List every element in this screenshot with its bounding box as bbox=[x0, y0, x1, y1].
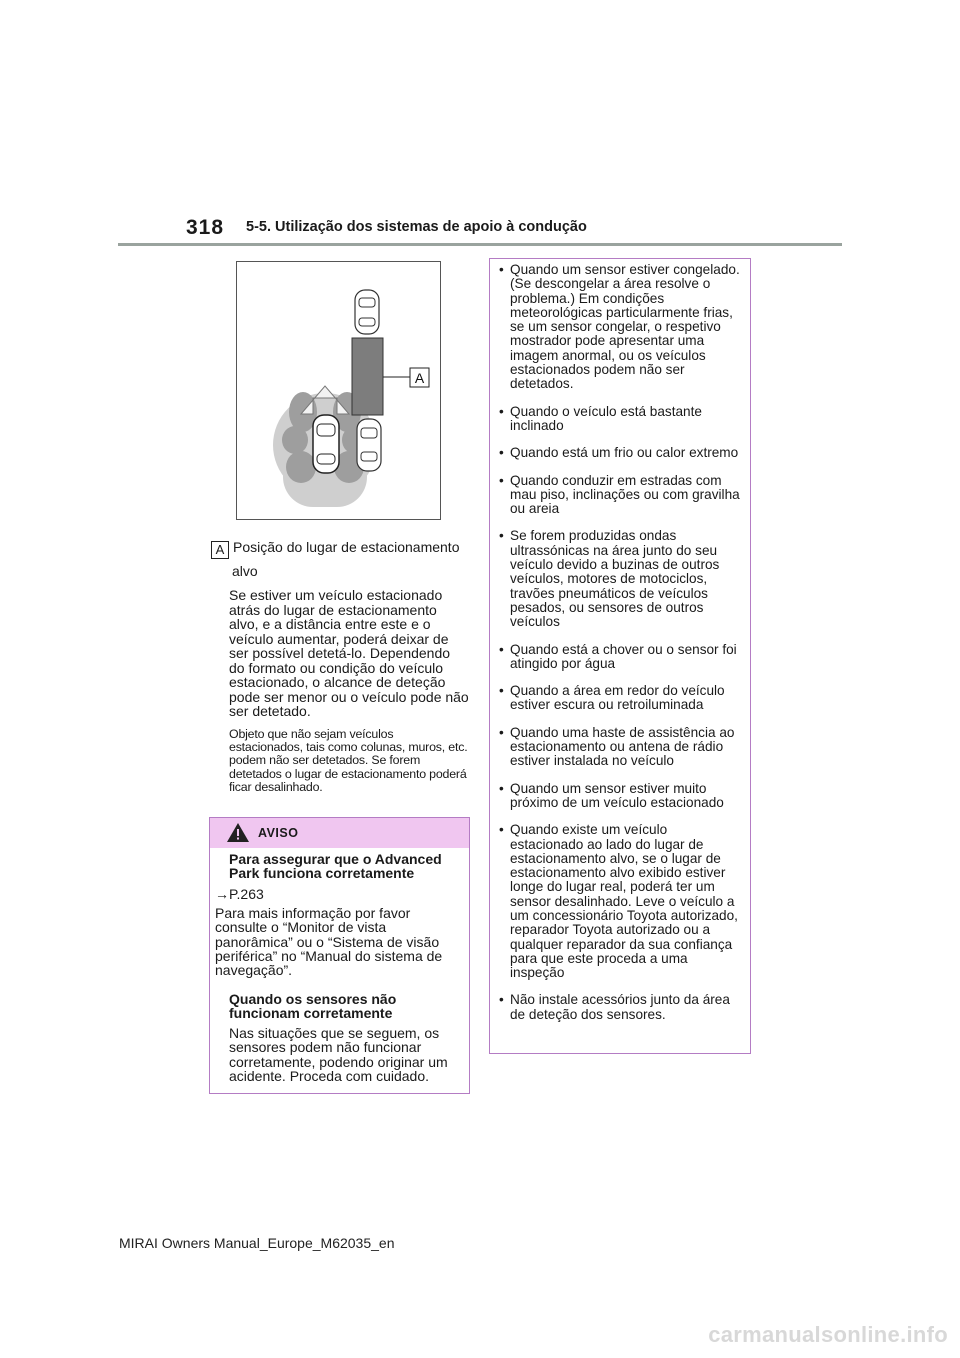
caption-line2: alvo bbox=[232, 563, 258, 579]
list-item: • Quando o veículo está bastante inclinado bbox=[499, 403, 702, 433]
body-paragraph: Se estiver um veículo estacionado atrás do lugar de estacionamento alvo, e a distância entre este e o veículo aumentar, poderá deixar de ser possível detetá-lo. Dependendo do formato ou condição do veículo estacionado, o alcance de deteção pode ser menor ou o veículo pode não ser detetado. bbox=[229, 587, 469, 719]
warning-text-sensors: Nas situações que se seguem, os sensores podem não funcionar corretamente, podendo originar um acidente. Proceda com cuidado. bbox=[229, 1025, 448, 1084]
callout-label: A bbox=[414, 370, 425, 386]
list-item: • Não instale acessórios junto da área de deteção dos sensores. bbox=[499, 992, 730, 1022]
parked-car-side bbox=[357, 419, 381, 471]
caption-line1: Posição do lugar de estacionamento bbox=[233, 539, 460, 555]
list-item: • Quando um sensor estiver muito próximo de um veículo estacionado bbox=[499, 780, 724, 810]
parking-diagram-illustration bbox=[237, 262, 442, 521]
conditions-list bbox=[499, 263, 744, 1035]
list-item: • Quando a área em redor do veículo estiver escura ou retroiluminada bbox=[499, 683, 725, 713]
list-item: • Se forem produzidas ondas ultrassónicas na área junto do seu veículo devido a buzinas de outros veículos, motores de motociclos, travões pneumáticos de veículos pesados, ou sensores de outros veículos bbox=[499, 528, 720, 630]
warning-subtitle-advanced-park: Para assegurar que o Advanced Park funciona corretamente bbox=[229, 851, 442, 882]
watermark: carmanualsonline.info bbox=[708, 1322, 948, 1347]
list-item: • Quando existe um veículo estacionado ao lado do lugar de estacionamento alvo, se o lugar de estacionamento alvo exibido estiver longe do lugar real, poderá ter um sensor desalinhado. Leve o veículo a um concessionário Toyota autorizado, reparador Toyota autorizado ou a qualquer reparador da sua confiança para que este proceda a uma inspeção bbox=[499, 822, 738, 981]
figure-caption bbox=[211, 535, 471, 583]
list-item: • Quando está a chover ou o sensor foi atingido por água bbox=[499, 641, 737, 671]
warning-text-info: Para mais informação por favor consulte o “Monitor de vista panorâmica” ou o “Sistema de visão periférica” no “Manual do sistema de navegação”. bbox=[215, 905, 443, 979]
parking-diagram-figure bbox=[236, 261, 441, 520]
caption-label: A bbox=[211, 541, 229, 559]
list-item: • Quando um sensor estiver congelado. (Se descongelar a área resolve o problema.) Em condições meteorológicas particularmente frias, se um sensor congelar, o respetivo mostrador pode apresentar uma imagem anormal, ou os veículos estacionados podem não ser detetados. bbox=[499, 262, 740, 392]
footer-manual-id: MIRAI Owners Manual_Europe_M62035_en bbox=[119, 1235, 395, 1251]
page-number: 318 bbox=[186, 216, 225, 239]
list-item: • Quando está um frio ou calor extremo bbox=[499, 445, 739, 461]
warning-title: AVISO bbox=[258, 826, 299, 840]
section-title: 5-5. Utilização dos sistemas de apoio à condução bbox=[246, 219, 587, 235]
warning-triangle-icon bbox=[226, 822, 250, 843]
header-divider bbox=[118, 243, 842, 246]
target-parking-space bbox=[352, 338, 383, 415]
warning-subtitle-sensors: Quando os sensores não funcionam corretamente bbox=[229, 991, 397, 1022]
list-item: • Quando conduzir em estradas com mau piso, inclinações ou com gravilha ou areia bbox=[499, 472, 740, 517]
parked-car-top bbox=[355, 290, 379, 334]
warning-page-ref: →P.263 bbox=[215, 886, 264, 902]
list-item: • Quando uma haste de assistência ao estacionamento ou antena de rádio estiver instalada no veículo bbox=[499, 724, 735, 769]
body-note: Objeto que não sejam veículos estacionados, tais como colunas, muros, etc. podem não ser detetados. Se forem detetados o lugar de estacionamento poderá ficar desalinhado. bbox=[229, 727, 468, 794]
